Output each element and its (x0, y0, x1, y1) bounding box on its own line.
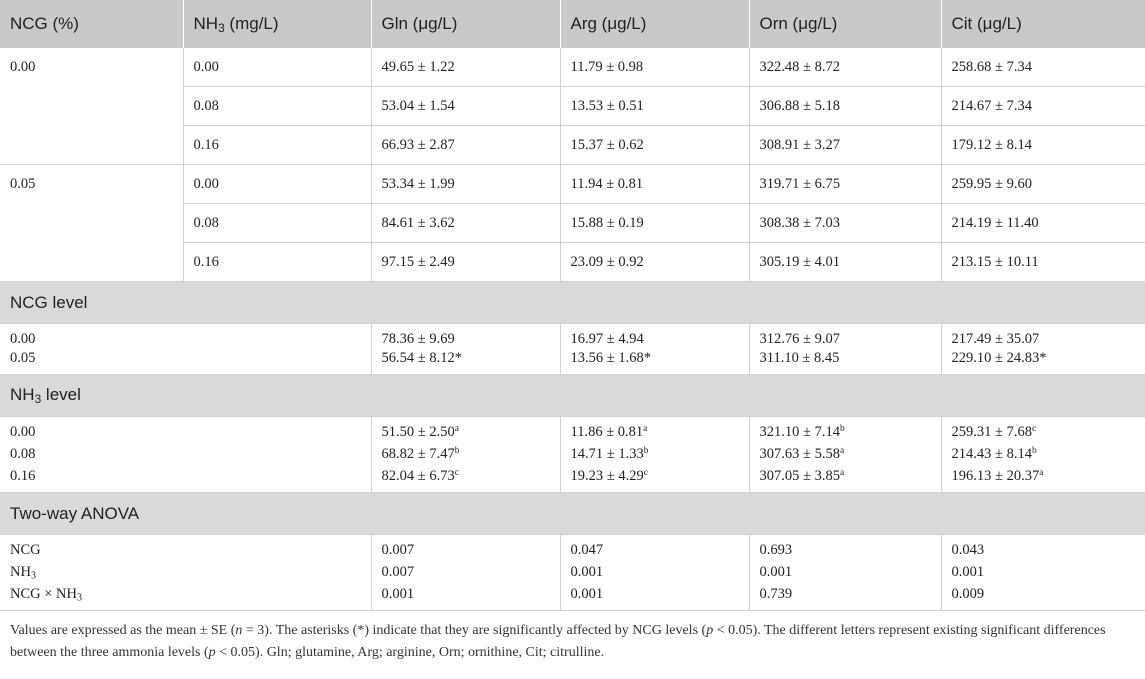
cit-cell: 196.13 ± 20.37$^a$ (941, 467, 1145, 493)
nh3-cell: 0.08 (183, 204, 371, 243)
gln-cell: 66.93 ± 2.87 (371, 126, 560, 165)
nh3-cell: 0.08 (183, 87, 371, 126)
gln-cell: 68.82 ± 7.47$^b$ (371, 442, 560, 467)
table-row (0, 48, 1145, 87)
row-label: NCG (10, 542, 41, 558)
cit-cell: 214.43 ± 8.14$^b$ (941, 442, 1145, 467)
gln-cell: 0.007 (371, 560, 560, 585)
orn-cell: 307.63 ± 5.58$^a$ (749, 442, 941, 467)
cit-cell: 0.009 (941, 585, 1145, 611)
orn-cell: 319.71 ± 6.75 (749, 165, 941, 204)
row-label: 0.00 (10, 331, 36, 347)
ncg-group-label: 0.00 (0, 48, 183, 165)
arg-cell: 23.09 ± 0.92 (560, 243, 749, 282)
cit-cell: 0.001 (941, 560, 1145, 585)
ncg-group-label: 0.05 (0, 165, 183, 282)
cit-cell: 179.12 ± 8.14 (941, 126, 1145, 165)
arg-cell: 11.94 ± 0.81 (560, 165, 749, 204)
arg-cell: 0.001 (560, 560, 749, 585)
table-row (0, 560, 1145, 585)
cit-cell: 229.10 ± 24.83* (941, 349, 1145, 375)
row-label: $NH_3$ (10, 563, 37, 582)
arg-cell: 11.86 ± 0.81$^a$ (560, 417, 749, 443)
orn-cell: 308.38 ± 7.03 (749, 204, 941, 243)
row-label: NCG × $NH_3$ (0, 585, 371, 611)
nh3-cell: 0.16 (183, 126, 371, 165)
gln-cell: 53.04 ± 1.54 (371, 87, 560, 126)
cit-cell: 259.31 ± 7.68$^c$ (941, 417, 1145, 443)
section-row (0, 493, 1145, 535)
orn-cell: 0.001 (749, 560, 941, 585)
row-label: 0.05 (0, 349, 371, 375)
arg-cell: 0.047 (560, 535, 749, 561)
arg-cell: 19.23 ± 4.29$^c$ (560, 467, 749, 493)
nh3-cell: 0.16 (183, 243, 371, 282)
cit-cell: 259.95 ± 9.60 (941, 165, 1145, 204)
section-title-anova: Two-way ANOVA (0, 493, 1145, 535)
table-row (0, 585, 1145, 611)
cit-cell: 217.49 ± 35.07 (941, 324, 1145, 350)
header-row (0, 0, 1145, 48)
cit-cell: 258.68 ± 7.34 (941, 48, 1145, 87)
gln-cell: 0.001 (371, 585, 560, 611)
arg-cell: 15.37 ± 0.62 (560, 126, 749, 165)
section-title-nh3-level: $NH_3$ level (0, 375, 1145, 417)
table-row (0, 324, 1145, 350)
section-row (0, 375, 1145, 417)
orn-cell: 321.10 ± 7.14$^b$ (749, 417, 941, 443)
header-nh3: $NH_3$ (mg/L) (183, 0, 371, 48)
section-row (0, 282, 1145, 324)
table-row (0, 417, 1145, 443)
header-cit: Cit (μg/L) (941, 0, 1145, 48)
arg-cell: 13.56 ± 1.68* (560, 349, 749, 375)
nh3-cell: 0.00 (183, 48, 371, 87)
gln-cell: 51.50 ± 2.50$^a$ (371, 417, 560, 443)
arg-cell: 0.001 (560, 585, 749, 611)
cit-cell: 0.043 (941, 535, 1145, 561)
orn-cell: 307.05 ± 3.85$^a$ (749, 467, 941, 493)
arg-cell: 16.97 ± 4.94 (560, 324, 749, 350)
table-row (0, 442, 1145, 467)
header-arg: Arg (μg/L) (560, 0, 749, 48)
header-orn: Orn (μg/L) (749, 0, 941, 48)
table-row (0, 467, 1145, 493)
nh3-cell: 0.00 (183, 165, 371, 204)
row-label: 0.16 (0, 467, 371, 493)
section-title-ncg-level: NCG level (0, 282, 1145, 324)
table-footnote: Values are expressed as the mean ± SE (n = 3). The asterisks (*) indicate that they are significantly affected by NCG levels (p < 0.05). The different letters represent existing significant differences between the three ammonia levels (p < 0.05). Gln; glutamine, Arg; arginine, Orn; ornithine, Cit; citrulline. (10, 623, 1106, 660)
orn-cell: 305.19 ± 4.01 (749, 243, 941, 282)
gln-cell: 0.007 (371, 535, 560, 561)
arg-cell: 14.71 ± 1.33$^b$ (560, 442, 749, 467)
gln-cell: 82.04 ± 6.73$^c$ (371, 467, 560, 493)
header-gln: Gln (μg/L) (371, 0, 560, 48)
gln-cell: 53.34 ± 1.99 (371, 165, 560, 204)
orn-cell: 322.48 ± 8.72 (749, 48, 941, 87)
orn-cell: 0.739 (749, 585, 941, 611)
cit-cell: 214.19 ± 11.40 (941, 204, 1145, 243)
gln-cell: 49.65 ± 1.22 (371, 48, 560, 87)
gln-cell: 56.54 ± 8.12* (371, 349, 560, 375)
row-label: 0.08 (10, 446, 36, 462)
orn-cell: 311.10 ± 8.45 (749, 349, 941, 375)
table-row (0, 165, 1145, 204)
gln-cell: 84.61 ± 3.62 (371, 204, 560, 243)
header-ncg: NCG (%) (0, 0, 183, 48)
orn-cell: 312.76 ± 9.07 (749, 324, 941, 350)
orn-cell: 0.693 (749, 535, 941, 561)
orn-cell: 306.88 ± 5.18 (749, 87, 941, 126)
arg-cell: 13.53 ± 0.51 (560, 87, 749, 126)
table-row (0, 349, 1145, 375)
arg-cell: 15.88 ± 0.19 (560, 204, 749, 243)
row-label: 0.00 (10, 424, 36, 440)
arg-cell: 11.79 ± 0.98 (560, 48, 749, 87)
gln-cell: 78.36 ± 9.69 (371, 324, 560, 350)
table-row (0, 535, 1145, 561)
cit-cell: 213.15 ± 10.11 (941, 243, 1145, 282)
orn-cell: 308.91 ± 3.27 (749, 126, 941, 165)
gln-cell: 97.15 ± 2.49 (371, 243, 560, 282)
cit-cell: 214.67 ± 7.34 (941, 87, 1145, 126)
